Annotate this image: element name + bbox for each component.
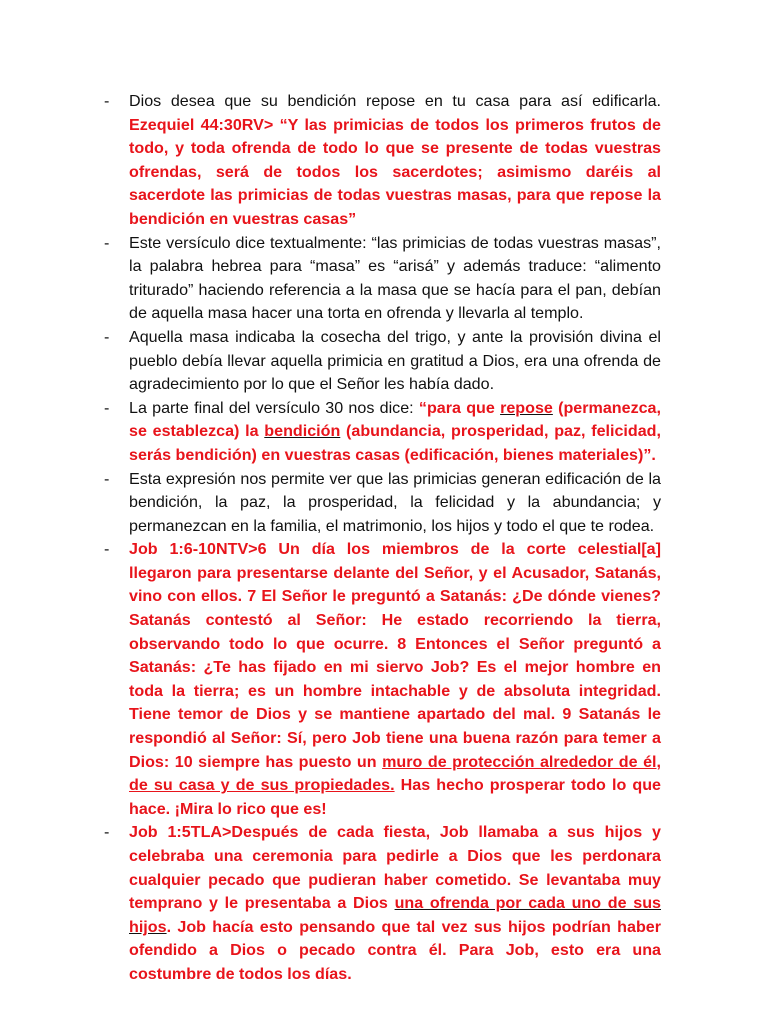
highlighted-text: repose (500, 398, 553, 417)
highlighted-text: Ezequiel 44:30RV> “Y las primicias de todos los primeros frutos de todo, y toda ofrenda de todo lo que se presente de todas vuestras ofrendas, será de todos los sacerdotes; asimismo daréis al sacerdote las primicias de todas vuestras masas, para que repose la bendición en vuestras casas” (129, 115, 661, 228)
highlighted-text: “para que (418, 398, 501, 417)
list-item (0, 538, 768, 821)
highlighted-text: (abundancia, prosperidad, paz, felicidad, serás bendición) en vuestras casas (edificación, bienes materiales)”. (129, 422, 661, 464)
highlighted-text: Job 1:5TLA>Después de cada fiesta, Job llamaba a sus hijos y celebraba una ceremonia para pedirle a Dios que les perdonara cualquier pecado que pudieran haber cometido. Se levantaba muy temprano y le presentaba a Dios (129, 823, 661, 913)
highlighted-text: una ofrenda por cada uno de sus hijos (129, 894, 661, 936)
highlighted-text: Has hecho prosperar todo lo que hace. ¡Mira lo rico que es! (129, 776, 661, 818)
bullet-dash: - (104, 327, 110, 346)
list-item (0, 397, 768, 468)
body-text: Este versículo dice textualmente: “las primicias de todas vuestras masas”, la palabra hebrea para “masa” es “arisá” y además traduce: “alimento triturado” haciendo referencia a la masa que se hacía para el pan, debían de aquella masa hacer una torta en ofrenda y llevarla al templo. (129, 233, 661, 323)
highlighted-text: . Job hacía esto pensando que tal vez sus hijos podrían haber ofendido a Dios o pecado contra él. Para Job, esto era una costumbre de todos los días. (129, 917, 661, 983)
list-item (0, 326, 768, 397)
bullet-dash: - (104, 92, 110, 110)
highlighted-text: (permanezca, se establezca) la (129, 398, 661, 441)
bullet-list (0, 90, 768, 987)
bullet-dash: - (104, 398, 110, 417)
list-item (0, 821, 768, 986)
highlighted-text: Job 1:6-10NTV>6 Un día los miembros de la corte celestial[a] llegaron para presentarse delante del Señor, y el Acusador, Satanás, vino con ellos. 7 El Señor le preguntó a Satanás: ¿De dónde vienes? Satanás contestó al Señor: He estado recorriendo la tierra, observando todo lo que ocurre. 8 Entonces el Señor preguntó a Satanás: ¿Te has fijado en mi siervo Job? Es el mejor hombre en toda la tierra; es un hombre intachable y de absoluta integridad. Tiene temor de Dios y se mantiene apartado del mal. 9 Satanás le respondió al Señor: Sí, pero Job tiene una buena razón para temer a Dios: 10 siempre has puesto un (129, 540, 661, 771)
highlighted-text: bendición (264, 422, 341, 441)
highlighted-text: muro de protección alrededor de él, de su casa y de sus propiedades. (129, 752, 661, 795)
bullet-dash: - (104, 233, 110, 252)
list-item (0, 90, 768, 232)
bullet-dash: - (104, 540, 110, 559)
bullet-dash: - (104, 823, 110, 842)
body-text: La parte final del versículo 30 nos dice: (129, 398, 419, 417)
body-text: Esta expresión nos permite ver que las primicias generan edificación de la bendición, la paz, la prosperidad, la felicidad y la abundancia; y permanezcan en la familia, el matrimonio, los hijos y todo el que te rodea. (129, 469, 661, 535)
body-text: Dios desea que su bendición repose en tu casa para así edificarla. (129, 92, 661, 110)
body-text: Aquella masa indicaba la cosecha del trigo, y ante la provisión divina el pueblo debía llevar aquella primicia en gratitud a Dios, era una ofrenda de agradecimiento por lo que el Señor les había dado. (129, 327, 661, 394)
list-item (0, 468, 768, 539)
bullet-dash: - (104, 469, 110, 488)
list-item (0, 232, 768, 326)
